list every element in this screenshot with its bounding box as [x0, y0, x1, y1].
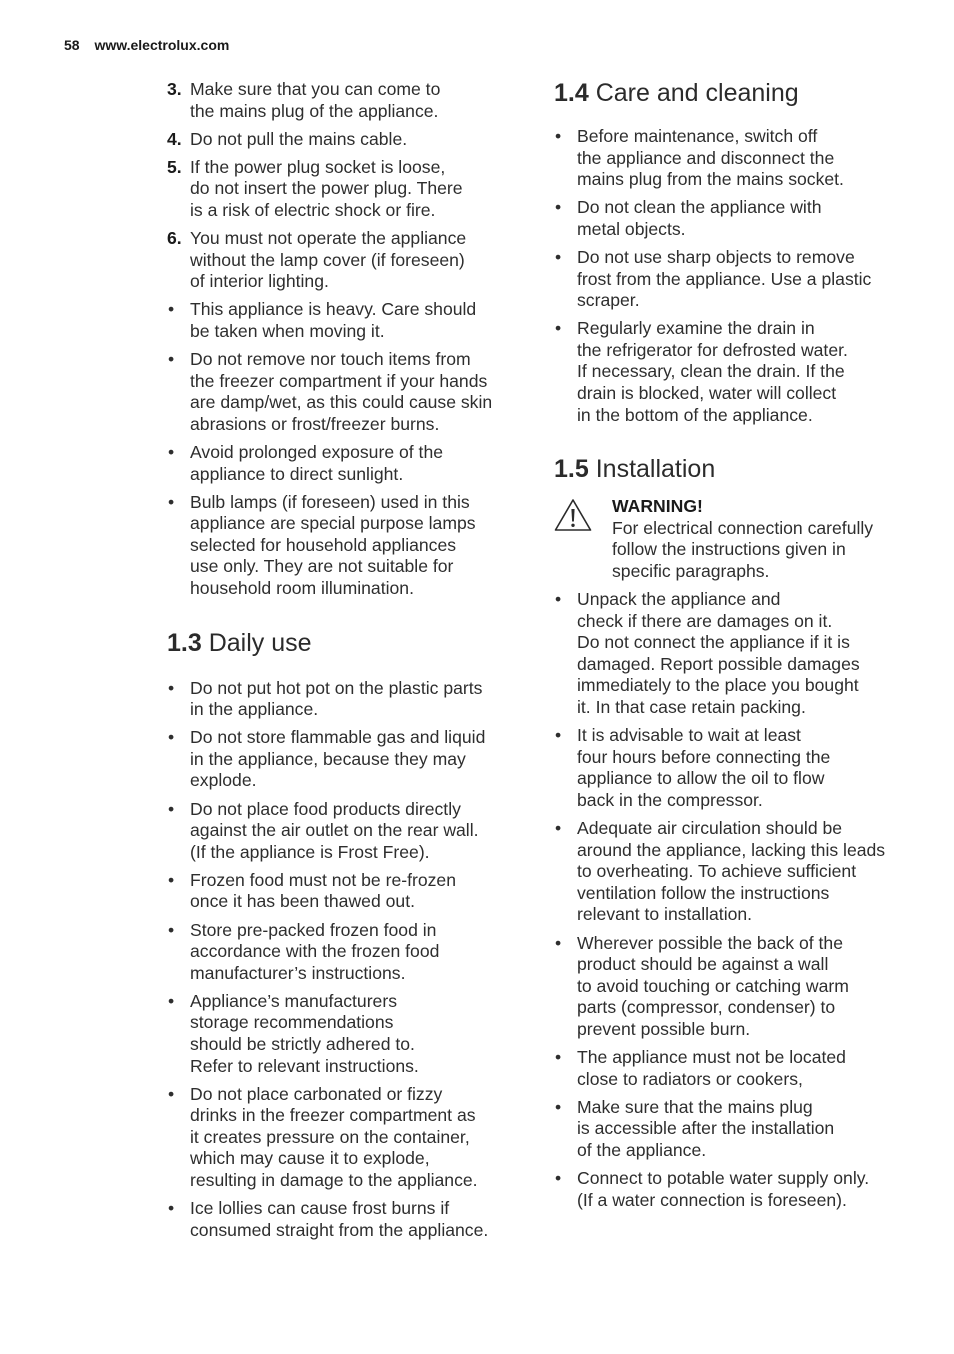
section-title-daily-use — [167, 628, 517, 658]
item-text: Do not place food products directly against the air outlet on the rear wall. (If the appliance is Frost Free). — [190, 798, 479, 862]
bullet-icon: • — [555, 1096, 562, 1117]
item-text: Connect to potable water supply only. (If a water connection is foreseen). — [577, 1167, 870, 1210]
numbered-item — [167, 228, 517, 293]
bullet-icon: • — [168, 727, 175, 748]
page-header — [64, 37, 229, 53]
bullet-item — [554, 197, 910, 240]
bullet-icon: • — [168, 798, 175, 819]
bullet-item — [554, 247, 910, 312]
left-column — [167, 79, 517, 1248]
bullet-icon: • — [555, 725, 562, 746]
item-text: Make sure that you can come to the mains plug of the appliance. — [190, 79, 441, 121]
bullet-item — [554, 933, 910, 1041]
item-text: Store pre-packed frozen food in accordance with the frozen food manufacturer’s instructions. — [190, 919, 440, 983]
bullet-item — [554, 318, 910, 426]
bullet-icon: • — [555, 1046, 562, 1067]
website-url: www.electrolux.com — [94, 37, 230, 53]
bullet-icon: • — [555, 589, 562, 610]
item-text: You must not operate the appliance without the lamp cover (if foreseen) of interior lighting. — [190, 228, 467, 292]
bullet-icon: • — [555, 818, 562, 839]
bullet-item — [167, 991, 517, 1077]
warning-triangle-icon — [554, 498, 592, 532]
bullet-icon: • — [168, 441, 175, 462]
numbered-item — [167, 157, 517, 222]
item-number: 4. — [167, 128, 182, 149]
bullet-item — [554, 589, 910, 719]
bullet-item — [554, 725, 910, 811]
bullet-icon: • — [555, 197, 562, 218]
page-number: 58 — [64, 37, 80, 53]
bullet-item — [167, 870, 517, 913]
section-title-text: Installation — [595, 455, 716, 484]
bullet-icon: • — [555, 1167, 562, 1188]
item-text: Unpack the appliance and check if there are damages on it. Do not connect the appliance if it is damaged. Report possible damages immediately to the place you bought it. In that case retain packing. — [577, 589, 860, 718]
numbered-item — [167, 129, 517, 151]
item-text: Do not remove nor touch items from the freezer compartment if your hands are damp/wet, as this could cause skin abrasions or frost/freezer burns. — [190, 349, 493, 434]
bullet-icon: • — [168, 1198, 175, 1219]
item-text: This appliance is heavy. Care should be taken when moving it. — [190, 299, 477, 341]
bullet-icon: • — [168, 299, 175, 320]
bullet-icon: • — [168, 677, 175, 698]
bullet-icon: • — [168, 919, 175, 940]
item-text: Do not clean the appliance with metal objects. — [577, 197, 822, 239]
section-number: 1.4 — [554, 79, 589, 107]
item-text: Bulb lamps (if foreseen) used in this appliance are special purpose lamps selected for household appliances use only. They are not suitable for household room illumination. — [190, 491, 476, 598]
item-text: Make sure that the mains plug is accessible after the installation of the appliance. — [577, 1096, 835, 1160]
section-number: 1.3 — [167, 628, 202, 657]
item-text: The appliance must not be located close to radiators or cookers, — [577, 1046, 846, 1089]
bullet-icon: • — [555, 318, 562, 339]
bullet-item — [167, 678, 517, 721]
bullet-icon: • — [555, 126, 562, 146]
item-text: Frozen food must not be re-frozen once it has been thawed out. — [190, 869, 456, 912]
item-text: Wherever possible the back of the product should be against a wall to avoid touching or catching warm parts (compressor, condenser) to prevent possible burn. — [577, 932, 849, 1039]
item-text: Do not use sharp objects to remove frost from the appliance. Use a plastic scraper. — [577, 246, 872, 311]
bullet-item — [167, 1198, 517, 1241]
bullet-item — [554, 1047, 910, 1090]
item-text: Appliance’s manufacturers storage recommendations should be strictly adhered to. Refer to relevant instructions. — [190, 990, 419, 1076]
bullet-item — [167, 727, 517, 792]
item-text: Do not pull the mains cable. — [190, 128, 408, 149]
bullet-item — [167, 442, 517, 485]
section-title-text: Daily use — [208, 628, 312, 657]
bullet-item — [167, 799, 517, 864]
bullet-icon: • — [555, 932, 562, 953]
item-text: Regularly examine the drain in the refrigerator for defrosted water. If necessary, clean the drain. If the drain is blocked, water will collect in the bottom of the appliance. — [577, 318, 848, 425]
bullet-item — [167, 1084, 517, 1192]
bullet-icon: • — [168, 491, 175, 512]
item-number: 6. — [167, 228, 182, 249]
item-number: 5. — [167, 156, 182, 177]
bullet-icon: • — [168, 869, 175, 890]
item-text: Avoid prolonged exposure of the appliance to direct sunlight. — [190, 441, 444, 484]
bullet-item — [167, 492, 517, 600]
item-text: If the power plug socket is loose, do not insert the power plug. There is a risk of electric shock or fire. — [190, 156, 463, 220]
bullet-icon: • — [168, 1083, 175, 1104]
bullet-item — [167, 299, 517, 342]
item-text: Ice lollies can cause frost burns if consumed straight from the appliance. — [190, 1198, 489, 1240]
warning-text: For electrical connection carefully follow the instructions given in specific paragraphs. — [612, 517, 874, 581]
item-text: Adequate air circulation should be around the appliance, lacking this leads to overheating. To achieve sufficient ventilation follow the instructions relevant to installation. — [577, 818, 886, 925]
section-title-installation — [554, 454, 910, 484]
bullet-item — [554, 818, 910, 926]
bullet-icon: • — [555, 246, 562, 267]
section-title-text: Care and cleaning — [595, 79, 799, 107]
item-text: Do not store flammable gas and liquid in the appliance, because they may explode. — [190, 727, 486, 791]
numbered-item — [167, 79, 517, 122]
warning-title: WARNING! — [612, 496, 703, 517]
item-text: It is advisable to wait at least four hours before connecting the appliance to allow the oil to flow back in the compressor. — [577, 725, 831, 810]
item-text: Do not place carbonated or fizzy drinks in the freezer compartment as it creates pressure on the container, which may cause it to explode, resulting in damage to the appliance. — [190, 1083, 478, 1191]
bullet-item — [554, 126, 910, 191]
warning-box — [554, 496, 910, 582]
bullet-item — [167, 920, 517, 985]
right-column — [554, 78, 910, 1218]
bullet-item — [167, 349, 517, 435]
section-number: 1.5 — [554, 455, 589, 484]
item-number: 3. — [167, 79, 182, 99]
section-title-care-and-cleaning — [554, 78, 910, 108]
bullet-item — [554, 1097, 910, 1162]
item-text: Before maintenance, switch off the appliance and disconnect the mains plug from the mains socket. — [577, 126, 844, 190]
bullet-icon: • — [168, 349, 175, 370]
item-text: Do not put hot pot on the plastic parts in the appliance. — [190, 677, 483, 720]
bullet-item — [554, 1168, 910, 1211]
bullet-icon: • — [168, 990, 175, 1011]
